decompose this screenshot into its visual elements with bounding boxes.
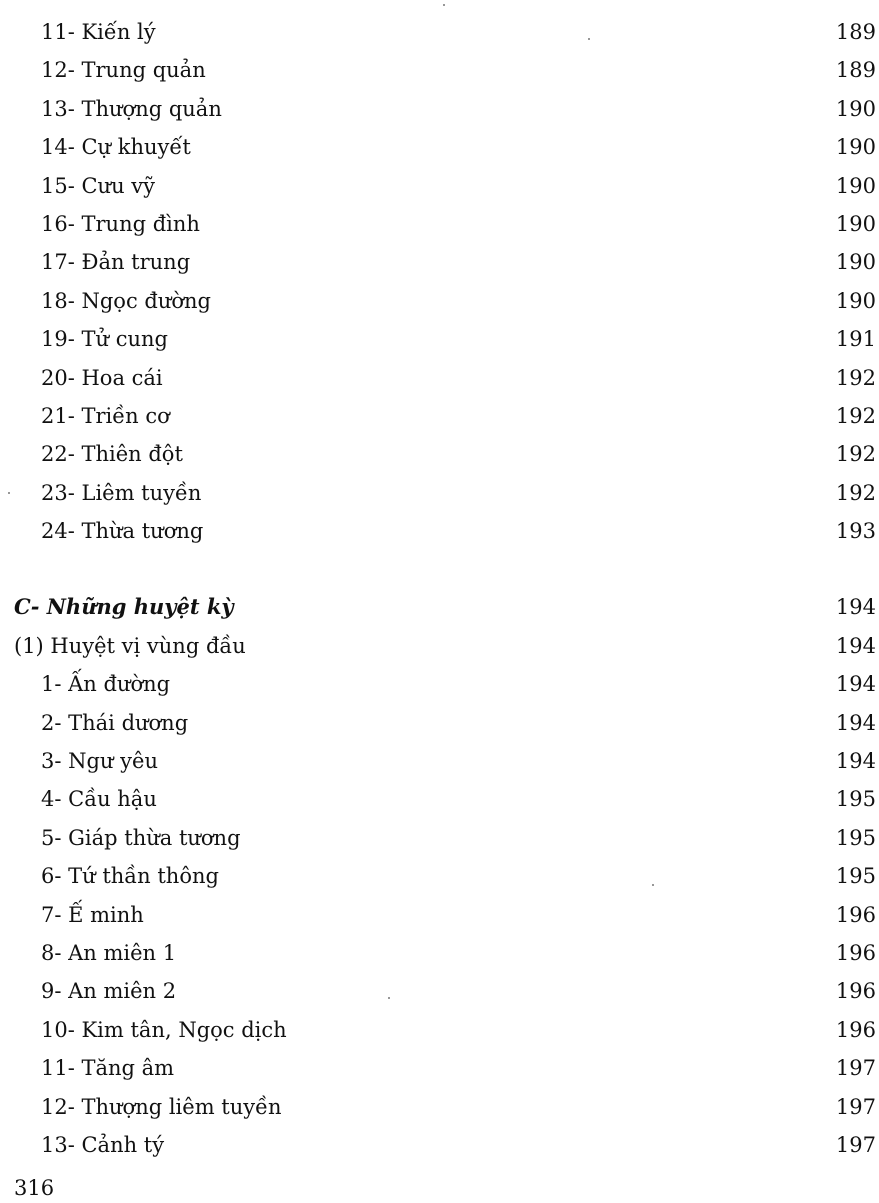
toc-entry-page: 189: [835, 58, 876, 83]
toc-entry-page: 195: [835, 787, 876, 812]
toc-entry-page: 193: [835, 519, 876, 544]
toc-entry-label: 6- Tứ thần thông: [41, 864, 219, 889]
table-of-contents: [14, 13, 876, 1164]
section-spacer: [14, 550, 876, 588]
subsection-heading-page: 194: [835, 633, 876, 658]
toc-entry-label: 23- Liêm tuyền: [41, 480, 202, 505]
toc-entry-page: 190: [835, 211, 876, 236]
toc-entry-page: 192: [835, 442, 876, 467]
toc-entry-page: 196: [835, 1017, 876, 1042]
scan-speck: [652, 884, 654, 886]
toc-entry: [14, 780, 876, 818]
toc-entry-page: 191: [835, 327, 876, 352]
toc-entry-page: 189: [835, 20, 876, 44]
toc-entry-label: 10- Kim tân, Ngọc dịch: [41, 1017, 287, 1042]
toc-entry-page: 197: [835, 1056, 876, 1081]
toc-entry: [14, 167, 876, 205]
toc-entry: [14, 282, 876, 320]
toc-entry-label: 21- Triền cơ: [41, 403, 170, 428]
toc-entry: [14, 205, 876, 243]
toc-entry: [14, 512, 876, 550]
toc-entry-label: 24- Thừa tương: [41, 519, 204, 544]
toc-entry-label: 13- Thượng quản: [41, 96, 222, 121]
toc-entry: [14, 51, 876, 89]
section-heading: [14, 588, 876, 626]
toc-entry-page: 194: [835, 710, 876, 735]
toc-entry-page: 190: [835, 135, 876, 160]
toc-entry-page: 190: [835, 250, 876, 275]
toc-entry-label: 9- An miên 2: [41, 979, 177, 1004]
toc-entry-page: 196: [835, 979, 876, 1004]
toc-entry: [14, 397, 876, 435]
subsection-heading-label: (1) Huyệt vị vùng đầu: [14, 633, 246, 658]
toc-entry-label: 16- Trung đình: [41, 211, 200, 236]
toc-entry-label: 13- Cảnh tý: [41, 1132, 165, 1157]
toc-entry-label: 14- Cự khuyết: [41, 135, 191, 160]
toc-entry: [14, 359, 876, 397]
toc-entry-page: 197: [835, 1132, 876, 1157]
toc-entry-label: 11- Kiến lý: [41, 20, 156, 44]
toc-entry: [14, 742, 876, 780]
toc-entry-label: 22- Thiên đột: [41, 442, 183, 467]
toc-entry-label: 19- Tử cung: [41, 327, 168, 352]
toc-entry-page: 192: [835, 403, 876, 428]
toc-entry: [14, 128, 876, 166]
toc-entry-label: 15- Cưu vỹ: [41, 173, 156, 198]
toc-entry-label: 17- Đản trung: [41, 250, 191, 275]
toc-entry-page: 192: [835, 480, 876, 505]
toc-entry: [14, 90, 876, 128]
scan-speck: [388, 997, 390, 999]
toc-entry-label: 4- Cầu hậu: [41, 787, 157, 812]
toc-entry: [14, 435, 876, 473]
toc-entry-page: 190: [835, 173, 876, 198]
toc-entry-label: 2- Thái dương: [41, 710, 189, 735]
toc-entry: [14, 665, 876, 703]
toc-entry: [14, 704, 876, 742]
page-number: 316: [14, 1176, 55, 1200]
section-heading-page: 194: [835, 595, 876, 620]
toc-entry-page: 196: [835, 940, 876, 965]
toc-entry: [14, 934, 876, 972]
toc-entry-page: 194: [835, 672, 876, 697]
toc-entry-page: 197: [835, 1094, 876, 1119]
toc-entry-label: 8- An miên 1: [41, 940, 177, 965]
toc-entry-label: 7- Ế minh: [41, 902, 144, 927]
toc-entry-page: 192: [835, 365, 876, 390]
toc-entry: [14, 1126, 876, 1164]
scan-speck: [8, 492, 10, 494]
toc-entry-label: 5- Giáp thừa tương: [41, 825, 241, 850]
toc-entry: [14, 1049, 876, 1087]
toc-entry-label: 20- Hoa cái: [41, 365, 163, 390]
toc-entry: [14, 857, 876, 895]
toc-entry: [14, 819, 876, 857]
toc-entry-page: 196: [835, 902, 876, 927]
scan-speck: [443, 4, 445, 6]
toc-entry: [14, 474, 876, 512]
toc-entry: [14, 320, 876, 358]
toc-entry: [14, 972, 876, 1010]
toc-entry-label: 12- Thượng liêm tuyền: [41, 1094, 282, 1119]
toc-entry-page: 195: [835, 825, 876, 850]
toc-entry: [14, 1011, 876, 1049]
toc-entry-label: 1- Ấn đường: [41, 672, 171, 697]
toc-entry: [14, 13, 876, 51]
toc-entry-page: 194: [835, 749, 876, 774]
toc-entry-page: 195: [835, 864, 876, 889]
toc-entry: [14, 243, 876, 281]
toc-entry-page: 190: [835, 288, 876, 313]
toc-entry: [14, 1088, 876, 1126]
subsection-heading: [14, 627, 876, 665]
toc-entry-label: 3- Ngư yêu: [41, 749, 158, 774]
toc-entry-label: 12- Trung quản: [41, 58, 206, 83]
toc-entry-label: 18- Ngọc đường: [41, 288, 211, 313]
toc-entry-label: 11- Tăng âm: [41, 1056, 175, 1081]
section-heading-label: C- Những huyệt kỳ: [14, 594, 234, 620]
scan-speck: [588, 38, 590, 40]
toc-entry-page: 190: [835, 96, 876, 121]
toc-entry: [14, 896, 876, 934]
